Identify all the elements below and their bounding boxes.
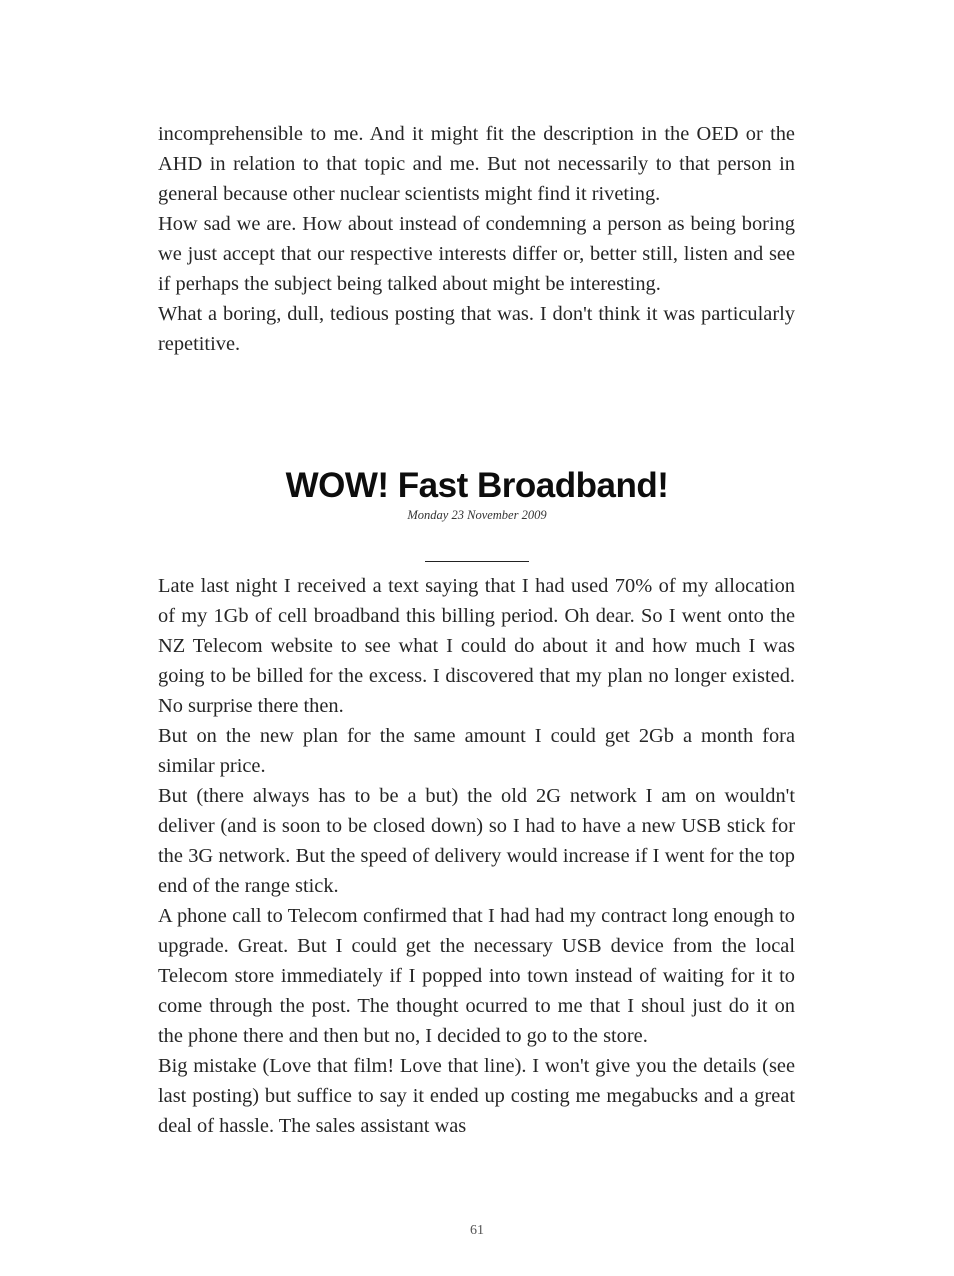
page-number: 61 — [470, 1223, 484, 1238]
post-body — [158, 571, 795, 1141]
post-date: Monday 23 November 2009 — [407, 508, 547, 522]
paragraph: What a boring, dull, tedious posting that was. I don't think it was particularly repetitive. — [158, 303, 795, 355]
previous-post-body — [158, 119, 795, 359]
title-separator — [425, 561, 529, 562]
paragraph: Late last night I received a text saying that I had used 70% of my allocation of my 1Gb of cell broadband this billing period. Oh dear. So I went onto the NZ Telecom website to see what I could do about it and how much I was going to be billed for the excess. I discovered that my plan no longer existed. No surprise there then. — [158, 575, 795, 717]
paragraph: A phone call to Telecom confirmed that I had had my contract long enough to upgrade. Great. But I could get the necessary USB device from the local Telecom store immediately if I popped into town instead of waiting for it to come through the post. The thought ocurred to me that I shoul just do it on the phone there and then but no, I decided to go to the store. — [158, 905, 795, 1047]
paragraph: incomprehensible to me. And it might fit the description in the OED or the AHD in relation to that topic and me. But not necessarily to that person in general because other nuclear scientists might find it riveting. — [158, 123, 795, 205]
paragraph: How sad we are. How about instead of condemning a person as being boring we just accept that our respective interests differ or, better still, listen and see if perhaps the subject being talked about might be interesting. — [158, 213, 795, 295]
paragraph: But (there always has to be a but) the old 2G network I am on wouldn't deliver (and is soon to be closed down) so I had to have a new USB stick for the 3G network. But the speed of delivery would increase if I went for the top end of the range stick. — [158, 785, 795, 897]
paragraph: Big mistake (Love that film! Love that line). I won't give you the details (see last posting) but suffice to say it ended up costing me megabucks and a great deal of hassle. The sales assistant was — [158, 1055, 795, 1137]
paragraph: But on the new plan for the same amount I could get 2Gb a month fora similar price. — [158, 725, 795, 777]
post-title: WOW! Fast Broadband! — [285, 466, 669, 505]
